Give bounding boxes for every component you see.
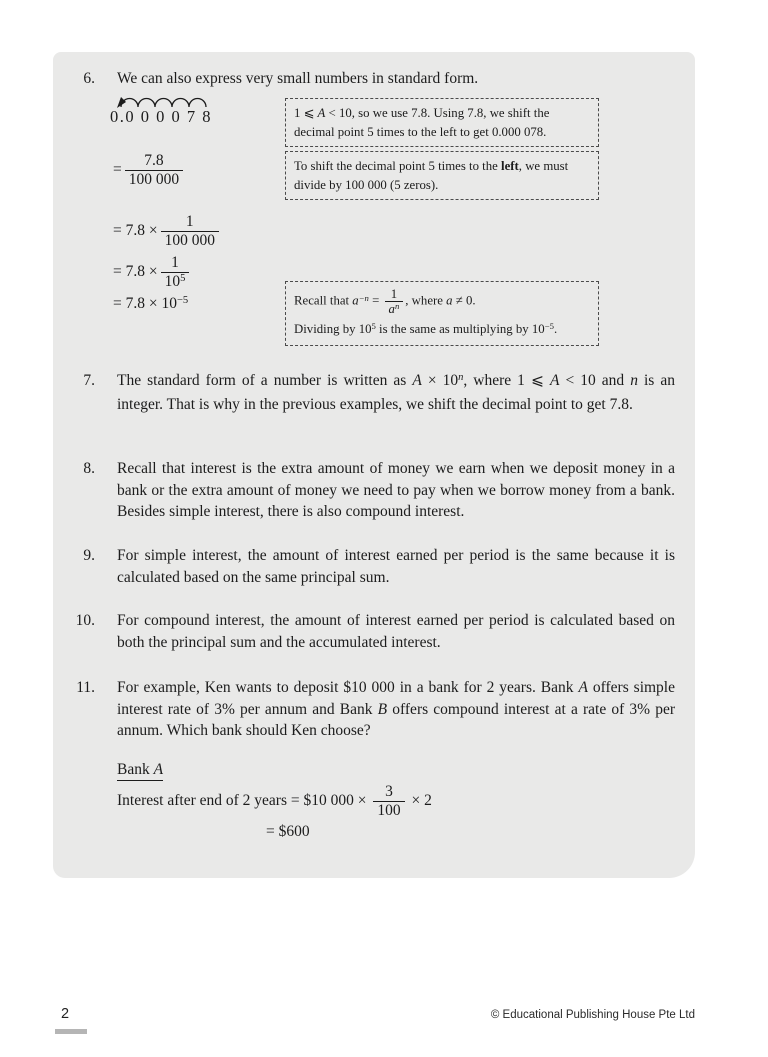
fraction-denominator — [385, 301, 404, 316]
callout-text: is the same as multiplying by 10 — [375, 322, 545, 337]
fraction-numerator: 1 — [390, 287, 398, 301]
fraction — [161, 254, 190, 291]
fraction-numerator: 1 — [171, 254, 179, 271]
equation-lhs: = 7.8 × — [113, 221, 158, 239]
exponent: −5 — [176, 295, 189, 307]
callout-text: 1 ⩽ — [294, 106, 318, 120]
fraction-denominator: 100 000 — [161, 231, 219, 250]
callout-text: Dividing by 10 — [294, 322, 372, 337]
item-number: 11. — [76, 679, 95, 696]
fraction-numerator: 7.8 — [144, 152, 164, 169]
page-number-bar — [55, 1029, 87, 1034]
fraction — [385, 287, 404, 316]
denominator-base: a — [388, 302, 395, 317]
equation-lhs: = 7.8 × — [113, 262, 158, 280]
text-segment: Bank — [117, 761, 154, 778]
callout-text: , where — [405, 293, 447, 308]
interest-result: = $600 — [266, 823, 310, 840]
item-number: 8. — [83, 460, 95, 477]
callout-text: , we must divide by 100 000 (5 zeros). — [294, 159, 569, 192]
equation-step-1 — [113, 152, 186, 189]
denominator-exponent: 5 — [180, 273, 186, 285]
fraction-denominator — [161, 272, 190, 291]
equation-step-3 — [113, 254, 192, 291]
item-number: 9. — [83, 547, 95, 564]
variable-A: A — [412, 372, 422, 389]
equation-base: = 7.8 × 10 — [113, 295, 177, 312]
equation-text: Interest after end of 2 years = $10 000 × — [117, 791, 371, 809]
denominator-exponent: n — [394, 301, 400, 312]
item-text — [117, 370, 675, 415]
fraction-numerator: 1 — [185, 213, 194, 230]
fraction-numerator: 3 — [385, 783, 393, 800]
content-panel — [53, 52, 695, 878]
exponent: −5 — [544, 321, 554, 332]
equation-step-4 — [113, 295, 188, 313]
interest-equation — [117, 783, 432, 820]
list-item-6 — [69, 68, 675, 90]
text-segment: is an integer. That is why in the previous examples, we shift the decimal point to get 7.8. — [117, 372, 676, 413]
callout-text: = — [368, 293, 383, 308]
variable-A: A — [549, 372, 560, 389]
list-item-11 — [69, 677, 675, 742]
variable-A: A — [317, 106, 326, 120]
variable-B: B — [377, 700, 388, 718]
fraction-denominator: 100 000 — [125, 170, 183, 189]
item-number: 10. — [75, 612, 95, 629]
text-segment: < 10 and — [559, 372, 631, 389]
fraction — [161, 213, 219, 250]
text-segment: offers simple interest rate of 3% per annum and Bank — [117, 679, 675, 718]
callout-text: ≠ 0. — [452, 293, 476, 308]
callout-standard-form-rule — [285, 98, 599, 147]
underlined-heading — [117, 761, 163, 781]
item-text — [117, 677, 675, 742]
callout-text: . — [553, 322, 558, 337]
copyright-notice: © Educational Publishing House Pte Ltd — [490, 1009, 695, 1021]
variable-A: A — [578, 679, 588, 696]
callout-line-1 — [294, 287, 590, 316]
bold-left: left — [501, 159, 519, 173]
callout-line-2 — [294, 320, 590, 340]
variable-a: a — [446, 293, 453, 308]
text-segment: The standard form of a number is written as — [117, 372, 413, 389]
variable-a: a — [352, 293, 359, 308]
equation-text: × 2 — [407, 791, 432, 809]
fraction — [125, 152, 183, 189]
variable-n: n — [630, 372, 638, 389]
item-number: 7. — [83, 372, 95, 389]
item-number: 6. — [83, 70, 95, 87]
text-segment: × 10 — [421, 372, 459, 389]
list-item-9 — [69, 545, 675, 588]
fraction — [373, 783, 404, 820]
variable-A: A — [153, 761, 164, 778]
list-item-8 — [69, 458, 675, 523]
callout-divide-rule — [285, 151, 599, 200]
equals-sign: = — [113, 160, 122, 178]
exponent: 5 — [371, 321, 376, 332]
callout-text: Recall that — [294, 293, 353, 308]
denominator-base: 10 — [164, 272, 181, 290]
item-text: Recall that interest is the extra amount of money we earn when we deposit money in a bank or the extra amount of money we need to pay when we borrow money from a bank. Besides simple interest, there is also compound interest. — [117, 460, 675, 520]
exponent-n: n — [458, 372, 464, 384]
equation-step-2 — [113, 213, 222, 250]
exponent: −n — [358, 292, 369, 303]
list-item-10 — [69, 610, 675, 653]
callout-text: To shift the decimal point 5 times to the — [294, 159, 502, 173]
small-number: 0.0 0 0 0 7 8 — [110, 107, 212, 126]
bank-a-heading — [117, 761, 163, 779]
list-item-7 — [69, 370, 675, 415]
page-number: 2 — [61, 1006, 70, 1022]
decimal-number-illustration — [110, 92, 220, 127]
item-text: We can also express very small numbers in standard form. — [117, 70, 479, 87]
item-text: For compound interest, the amount of interest earned per period is calculated based on both the principal sum and the accumulated interest. — [117, 612, 675, 651]
text-segment: , where 1 ⩽ — [463, 372, 550, 389]
item-text: For simple interest, the amount of interest earned per period is the same because it is calculated based on the same principal sum. — [117, 547, 675, 586]
callout-text: < 10, so we use 7.8. Using 7.8, we shift the decimal point 5 times to the left to get 0.000 078. — [294, 106, 550, 139]
text-segment: For example, Ken wants to deposit $10 000 in a bank for 2 years. Bank — [117, 679, 579, 696]
callout-negative-exponent-rule — [285, 281, 599, 346]
text-segment: offers compound interest at a rate of 3% per annum. Which bank should Ken choose? — [117, 700, 675, 739]
fraction-denominator: 100 — [373, 801, 404, 820]
